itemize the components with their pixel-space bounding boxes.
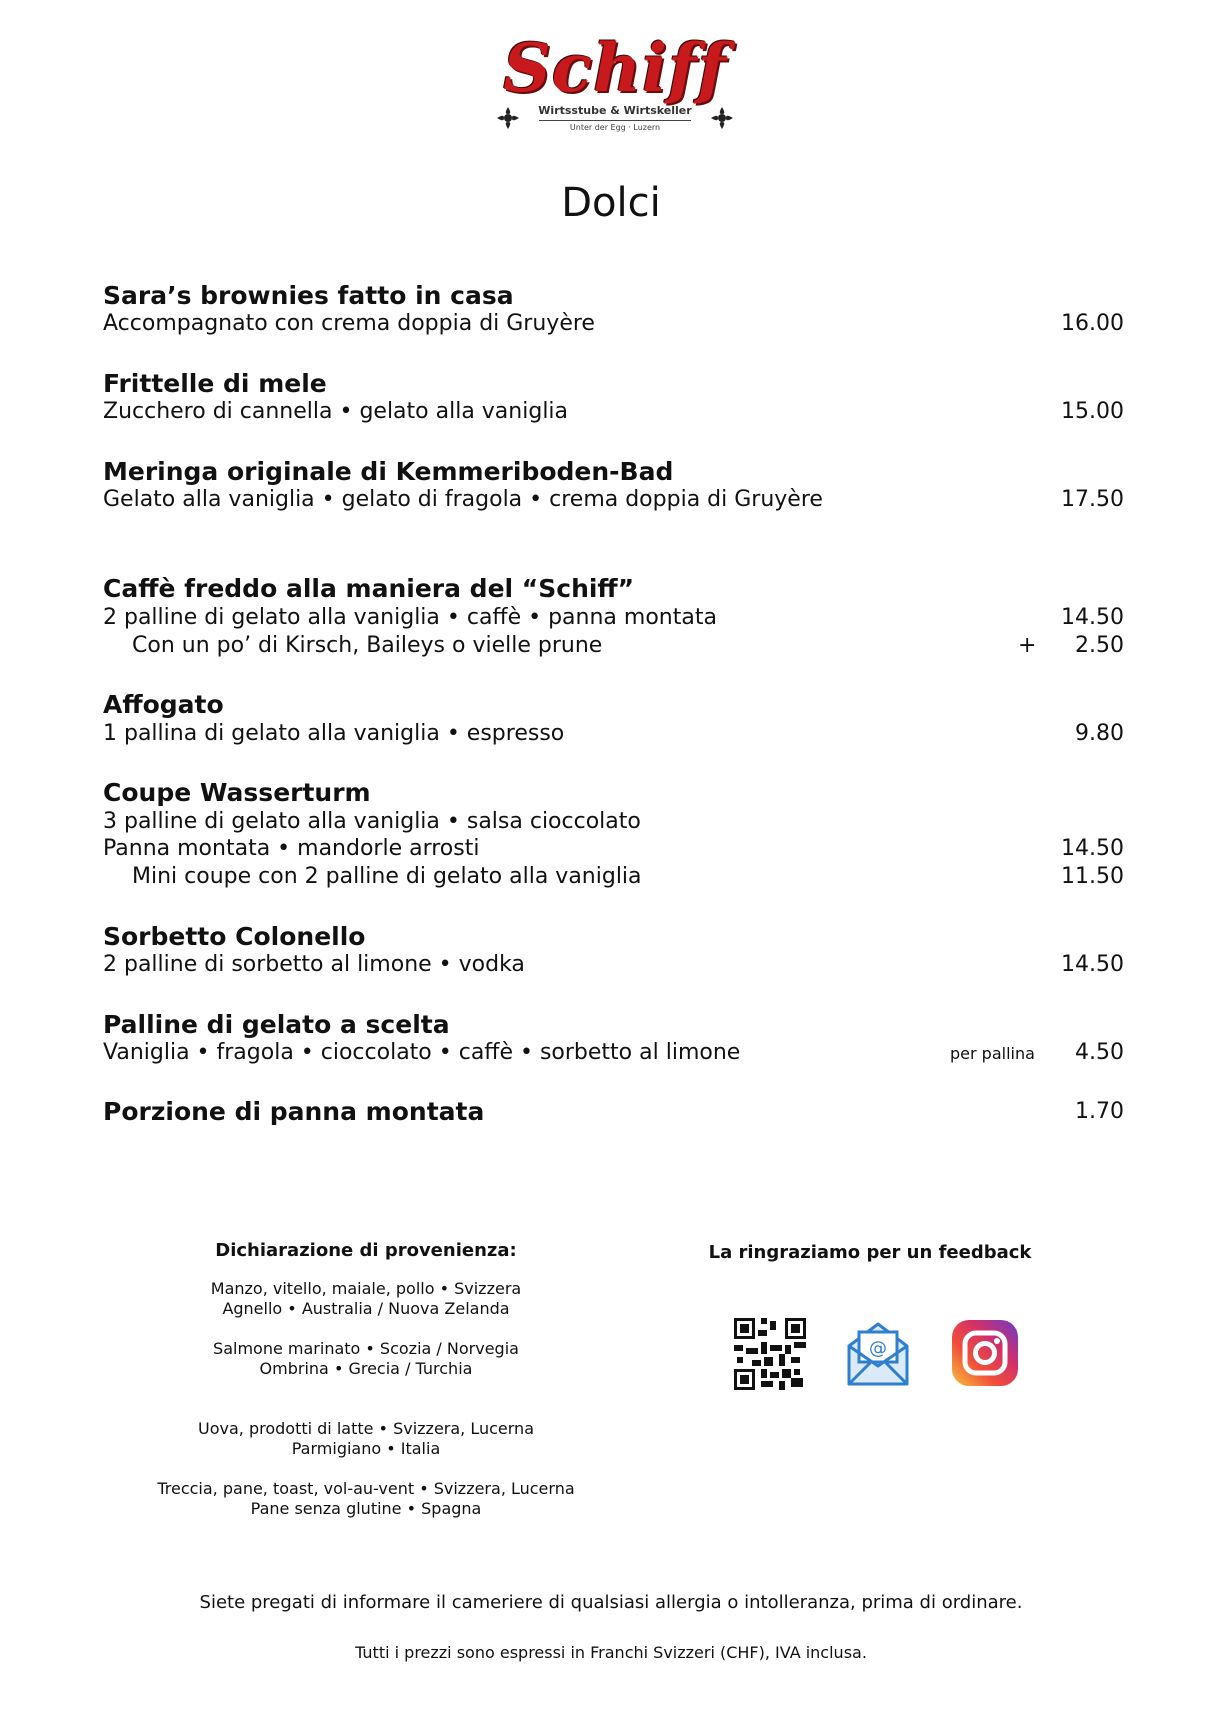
logo-divider	[539, 120, 691, 121]
svg-text:@: @	[869, 1338, 887, 1359]
menu-item-description: 2 palline di gelato alla vaniglia • caffè • panna montata	[103, 605, 717, 630]
menu-item-price: 17.50	[1061, 487, 1124, 512]
extra-plus-sign: +	[1018, 633, 1037, 658]
menu-item-extra: Con un po’ di Kirsch, Baileys o vielle prune	[132, 633, 603, 658]
origin-line: Pane senza glutine • Spagna	[250, 1499, 482, 1518]
menu-item-name: Coupe Wasserturm	[103, 778, 371, 807]
menu-item-name: Meringa originale di Kemmeriboden-Bad	[103, 457, 674, 486]
menu-item-price: 4.50	[1075, 1040, 1124, 1065]
menu-item-description: Gelato alla vaniglia • gelato di fragola • crema doppia di Gruyère	[103, 487, 823, 512]
menu-item-price: 14.50	[1061, 952, 1124, 977]
allergy-notice: Siete pregati di informare il cameriere di qualsiasi allergia o intolleranza, prima di ordinare.	[199, 1592, 1023, 1613]
menu-item-price: 14.50	[1061, 605, 1124, 630]
menu-item-description: 1 pallina di gelato alla vaniglia • espresso	[103, 721, 565, 746]
menu-item-name: Affogato	[103, 690, 224, 719]
origin-line: Ombrina • Grecia / Turchia	[259, 1359, 473, 1378]
menu-item-name: Frittelle di mele	[103, 369, 327, 398]
instagram-icon[interactable]	[950, 1318, 1020, 1388]
price-notice: Tutti i prezzi sono espressi in Franchi Svizzeri (CHF), IVA inclusa.	[355, 1643, 867, 1662]
menu-item-extra-price: 11.50	[1061, 864, 1124, 889]
ornament-icon	[495, 105, 521, 131]
menu-item-description: Vaniglia • fragola • cioccolato • caffè • sorbetto al limone	[103, 1040, 741, 1065]
menu-item-description-2: Panna montata • mandorle arrosti	[103, 836, 480, 861]
menu-item-price: 16.00	[1061, 311, 1124, 336]
origin-title: Dichiarazione di provenienza:	[215, 1240, 517, 1261]
origin-line: Salmone marinato • Scozia / Norvegia	[213, 1339, 519, 1358]
menu-item-extra-price: 2.50	[1075, 633, 1124, 658]
menu-item-description: Accompagnato con crema doppia di Gruyère	[103, 311, 595, 336]
menu-item-name: Sara’s brownies fatto in casa	[103, 281, 514, 310]
menu-item-name: Caffè freddo alla maniera del “Schiff”	[103, 574, 635, 603]
logo-location: Unter der Egg · Luzern	[569, 123, 661, 132]
qr-code-icon[interactable]	[734, 1318, 806, 1390]
logo-wordmark: Schiff	[503, 29, 727, 107]
origin-line: Manzo, vitello, maiale, pollo • Svizzera	[210, 1279, 522, 1298]
page-title: Dolci	[561, 180, 661, 226]
ornament-icon	[709, 105, 735, 131]
menu-item-description: 3 palline di gelato alla vaniglia • salsa cioccolato	[103, 809, 641, 834]
origin-line: Parmigiano • Italia	[291, 1439, 441, 1458]
feedback-title: La ringraziamo per un feedback	[708, 1242, 1032, 1263]
per-scoop-note: per pallina	[950, 1044, 1035, 1063]
logo-subtitle: Wirtsstube & Wirtskeller	[538, 104, 692, 117]
menu-item-name: Sorbetto Colonello	[103, 922, 366, 951]
menu-item-description: 2 palline di sorbetto al limone • vodka	[103, 952, 525, 977]
menu-item-price: 9.80	[1075, 721, 1124, 746]
restaurant-logo	[495, 29, 735, 142]
origin-line: Uova, prodotti di latte • Svizzera, Lucerna	[198, 1419, 534, 1438]
mail-icon[interactable]	[843, 1318, 913, 1388]
origin-line: Agnello • Australia / Nuova Zelanda	[222, 1299, 510, 1318]
menu-item-price: 15.00	[1061, 399, 1124, 424]
origin-line: Treccia, pane, toast, vol-au-vent • Svizzera, Lucerna	[157, 1479, 575, 1498]
menu-item-name: Palline di gelato a scelta	[103, 1010, 450, 1039]
menu-item-extra: Mini coupe con 2 palline di gelato alla vaniglia	[132, 864, 642, 889]
menu-item-name: Porzione di panna montata	[103, 1097, 485, 1126]
menu-item-description: Zucchero di cannella • gelato alla vaniglia	[103, 399, 569, 424]
menu-item-price: 1.70	[1075, 1099, 1124, 1124]
menu-item-price: 14.50	[1061, 836, 1124, 861]
